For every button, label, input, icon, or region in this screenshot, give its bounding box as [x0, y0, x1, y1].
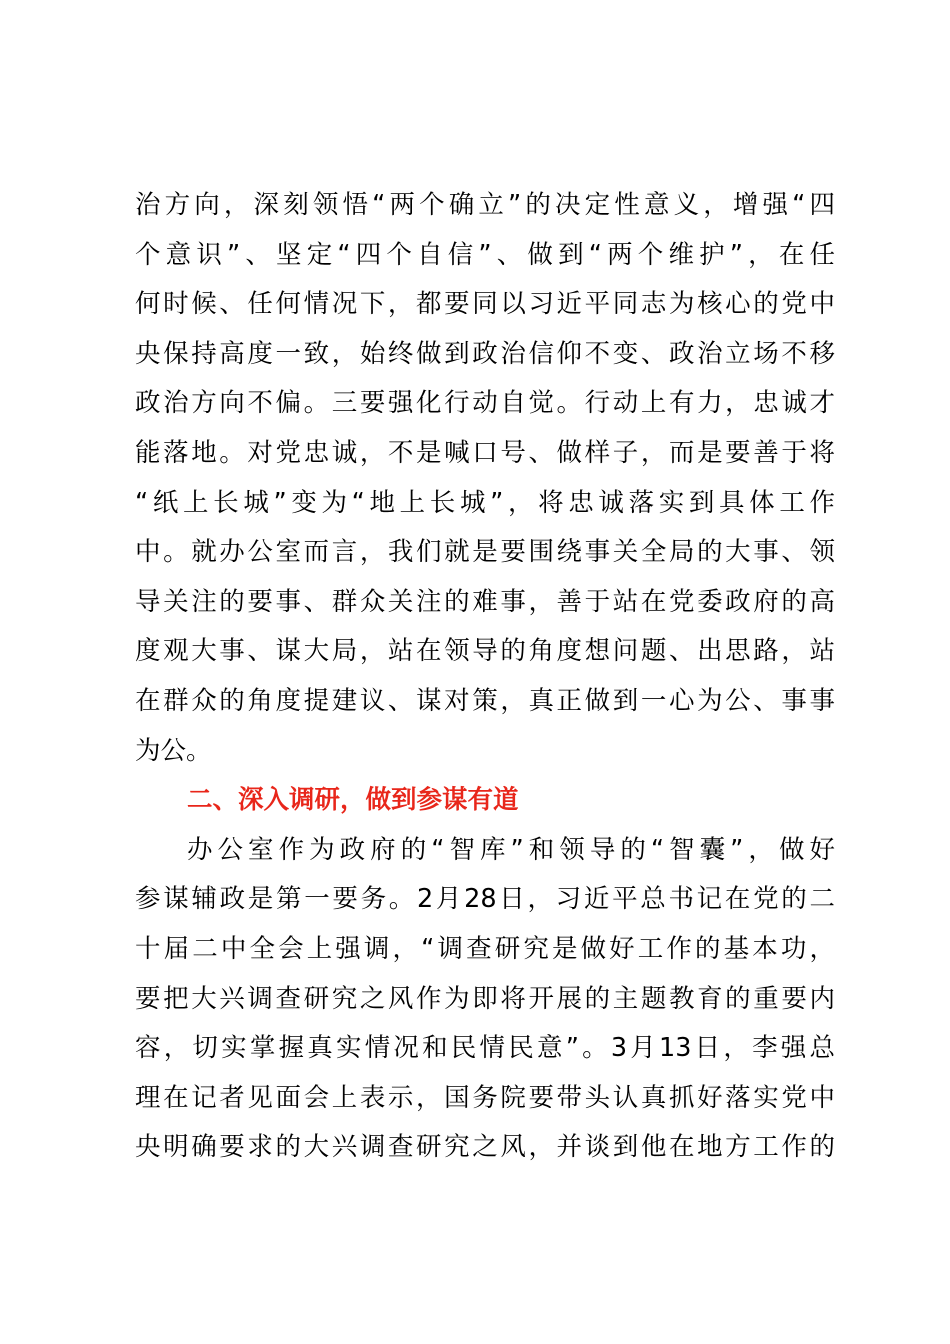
text-line: 容，切实掌握真实情况和民情民意”。3月13日，李强总 [135, 1033, 835, 1064]
text-line: 何时候、任何情况下，都要同以习近平同志为核心的党中 [135, 289, 835, 320]
section-heading: 二、深入调研，做到参谋有道 [187, 785, 519, 816]
text-line: 导关注的要事、群众关注的难事，善于站在党委政府的高 [135, 586, 835, 617]
body-text [135, 181, 835, 1173]
text-line: 度观大事、谋大局，站在领导的角度想问题、出思路，站 [135, 636, 835, 667]
text-line: 政治方向不偏。三要强化行动自觉。行动上有力，忠诚才 [135, 388, 835, 419]
text-line: 个意识”、坚定“四个自信”、做到“两个维护”，在任 [135, 239, 835, 270]
text-line: 央保持高度一致，始终做到政治信仰不变、政治立场不移 [135, 338, 835, 369]
text-line: 参谋辅政是第一要务。2月28日，习近平总书记在党的二 [135, 884, 835, 915]
text-line: 央明确要求的大兴调查研究之风，并谈到他在地方工作的 [135, 1132, 835, 1163]
text-line: 要把大兴调查研究之风作为即将开展的主题教育的重要内 [135, 983, 835, 1014]
text-line: 办公室作为政府的“智库”和领导的“智囊”，做好 [187, 834, 835, 865]
text-line: 在群众的角度提建议、谋对策，真正做到一心为公、事事 [135, 685, 835, 716]
text-line: 理在记者见面会上表示，国务院要带头认真抓好落实党中 [135, 1082, 835, 1113]
text-line: 十届二中全会上强调，“调查研究是做好工作的基本功， [135, 933, 835, 964]
text-line: 能落地。对党忠诚，不是喊口号、做样子，而是要善于将 [135, 437, 835, 468]
text-line: 为公。 [135, 735, 212, 766]
text-line: “纸上长城”变为“地上长城”，将忠诚落实到具体工作 [135, 487, 835, 518]
text-line: 中。就办公室而言，我们就是要围绕事关全局的大事、领 [135, 537, 835, 568]
text-line: 治方向，深刻领悟“两个确立”的决定性意义，增强“四 [135, 190, 835, 220]
